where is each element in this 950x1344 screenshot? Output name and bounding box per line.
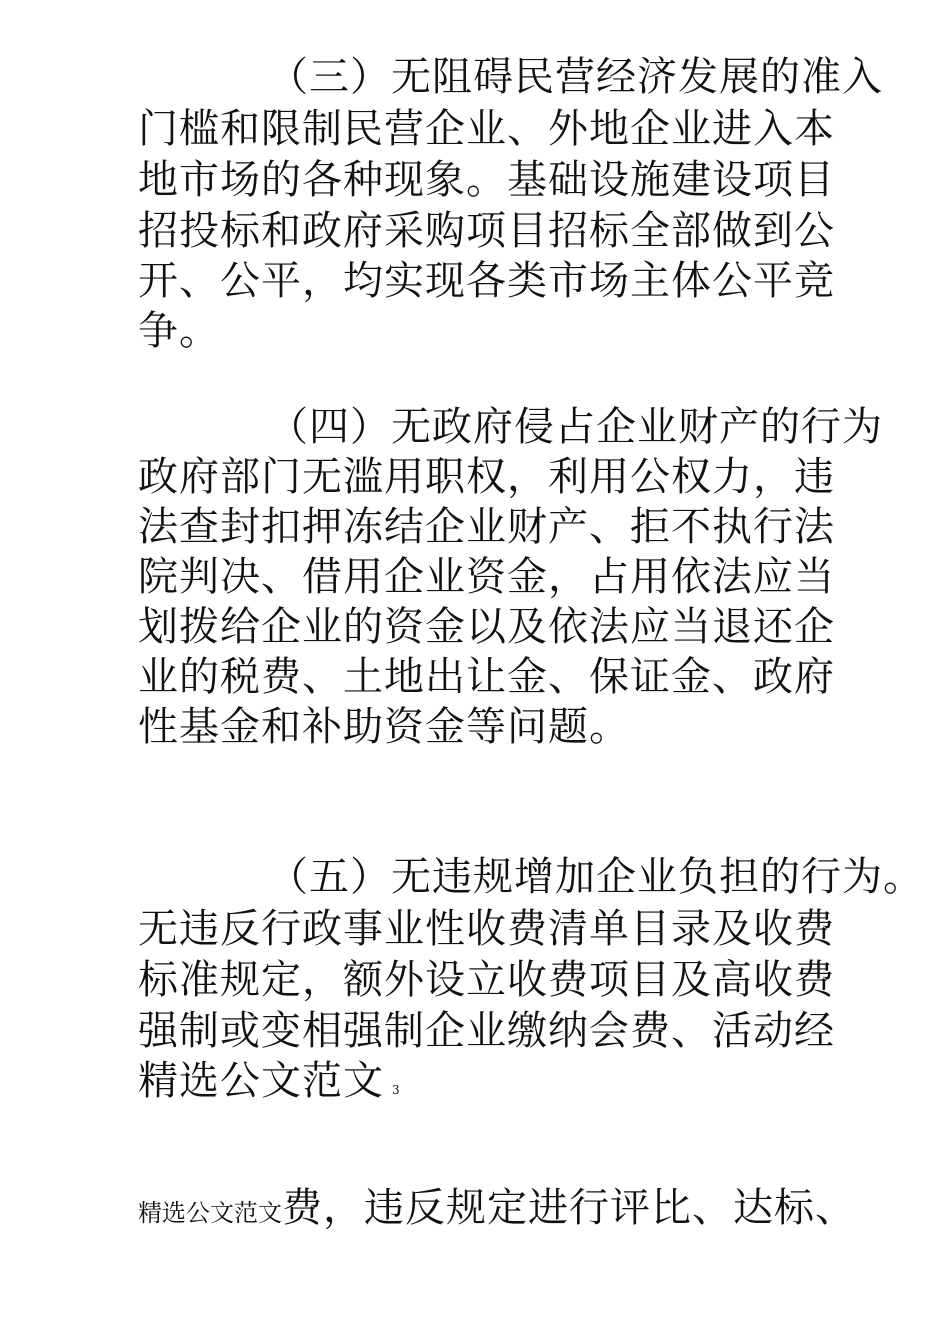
next-page-text: 费，违反规定进行评比、达标、 bbox=[282, 1185, 856, 1231]
section-4-line: 院判决、借用企业资金，占用依法应当 bbox=[138, 554, 835, 600]
page-footer bbox=[138, 1056, 400, 1106]
section-4-line: 政府部门无滥用职权，利用公权力，违 bbox=[138, 454, 835, 500]
section-3-line: 开、公平，均实现各类市场主体公平竞 bbox=[138, 258, 835, 304]
section-4-line: 法查封扣押冻结企业财产、拒不执行法 bbox=[138, 504, 835, 550]
section-5-line: 标准规定，额外设立收费项目及高收费 bbox=[138, 957, 835, 1003]
section-3-line: 地市场的各种现象。基础设施建设项目 bbox=[138, 157, 835, 203]
section-4-heading: （四）无政府侵占企业财产的行为 bbox=[268, 404, 883, 450]
next-page-line bbox=[138, 1183, 856, 1233]
section-4-line: 性基金和补助资金等问题。 bbox=[138, 704, 630, 750]
section-3-line: 争。 bbox=[138, 308, 220, 354]
section-4-line: 业的税费、土地出让金、保证金、政府 bbox=[138, 654, 835, 700]
section-3-heading: （三）无阻碍民营经济发展的准入 bbox=[268, 54, 883, 100]
next-page-header-label: 精选公文范文 bbox=[138, 1199, 282, 1227]
section-5-line: 无违反行政事业性收费清单目录及收费 bbox=[138, 906, 835, 952]
section-5-line: 强制或变相强制企业缴纳会费、活动经 bbox=[138, 1008, 835, 1054]
section-4-line: 划拨给企业的资金以及依法应当退还企 bbox=[138, 604, 835, 650]
section-3-line: 门槛和限制民营企业、外地企业进入本 bbox=[138, 106, 835, 152]
footer-label: 精选公文范文 bbox=[138, 1058, 384, 1104]
section-3-line: 招投标和政府采购项目招标全部做到公 bbox=[138, 208, 835, 254]
section-5-heading: （五）无违规增加企业负担的行为。 bbox=[268, 854, 924, 900]
page-number: 3 bbox=[392, 1083, 400, 1097]
